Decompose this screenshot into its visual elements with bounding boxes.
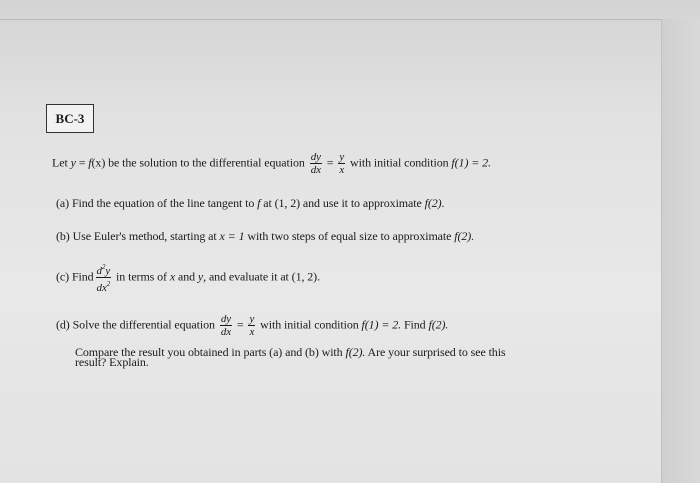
part-c-den-dx: dx <box>96 282 107 294</box>
problem-label <box>46 104 94 133</box>
intro-equals-2: = <box>323 155 337 170</box>
intro-dx: dx <box>310 164 321 176</box>
part-d-line-2-text-b: Are your surprised to see this <box>365 345 506 359</box>
intro-initial-condition: f(1) = 2. <box>451 155 491 170</box>
part-a-f2: f(2). <box>424 196 445 210</box>
part-d <box>56 313 448 338</box>
page-top-edge <box>0 19 662 20</box>
part-d-line-2-f2: f(2). <box>345 345 366 359</box>
part-a-label: (a) <box>56 196 70 210</box>
intro-post-text: with initial condition <box>347 155 452 170</box>
intro-x-arg: (x) <box>91 155 106 170</box>
part-d-derivative-fraction <box>220 313 232 338</box>
intro-rhs-x: x <box>339 164 345 176</box>
problem-label-text: BC-3 <box>55 110 85 126</box>
part-c-num-d: d <box>96 265 102 277</box>
part-d-label: (d) <box>56 317 70 332</box>
part-c-denominator <box>96 278 112 294</box>
part-c-numerator <box>96 261 112 278</box>
part-d-text-3: Find <box>401 317 429 332</box>
part-b-text-1: Use Euler's method, starting at <box>72 229 220 243</box>
part-c <box>56 261 320 294</box>
part-d-line-3 <box>75 355 149 369</box>
part-c-and: and <box>175 269 198 284</box>
intro-equals: = <box>75 155 89 170</box>
part-c-text-3: , and evaluate it at (1, 2). <box>203 269 320 284</box>
part-c-x: x <box>169 269 176 284</box>
intro-f: f <box>88 155 92 170</box>
part-d-line-2-text-a: Compare the result you obtained in parts (a) and (b) with <box>75 345 346 359</box>
part-d-initial-condition: f(1) = 2. <box>361 317 402 332</box>
intro-dy: dy <box>310 151 321 163</box>
part-a-f: f <box>257 196 261 210</box>
part-c-y: y <box>197 269 204 284</box>
part-b-condition: x = 1 <box>219 229 245 243</box>
page-shadow <box>662 19 700 483</box>
part-d-dx: dx <box>220 326 231 338</box>
part-d-text-1: Solve the differential equation <box>72 317 218 332</box>
part-d-rhs-x: x <box>249 326 255 338</box>
part-a-text-2: at (1, 2) and use it to approximate <box>260 196 425 210</box>
problem-intro <box>52 151 491 176</box>
part-c-den-exponent: 2 <box>106 280 111 288</box>
part-c-second-derivative-fraction <box>96 261 112 294</box>
part-b-f2: f(2). <box>454 229 475 243</box>
intro-rhs-y: y <box>339 151 345 163</box>
part-c-text-2: in terms of <box>113 269 170 284</box>
part-a-text-1: Find the equation of the line tangent to <box>71 196 258 210</box>
part-a <box>56 196 444 210</box>
intro-prefix: Let <box>52 155 71 170</box>
part-b-label: (b) <box>56 229 70 243</box>
part-b <box>56 229 474 243</box>
intro-middle-text: be the solution to the differential equation <box>105 155 308 170</box>
intro-derivative-fraction <box>310 151 322 176</box>
part-d-rhs-fraction <box>248 313 255 338</box>
intro-rhs-fraction <box>338 151 345 176</box>
part-d-text-2: with initial condition <box>257 317 362 332</box>
intro-y: y <box>70 155 76 170</box>
part-c-num-y: y <box>105 265 111 277</box>
part-c-label: (c) <box>56 269 70 284</box>
part-d-equals: = <box>234 317 247 332</box>
part-d-rhs-y: y <box>249 313 255 325</box>
part-d-dy: dy <box>220 313 231 325</box>
part-d-line-3-text: result? Explain. <box>75 355 149 369</box>
part-c-num-exponent: 2 <box>101 263 106 271</box>
part-d-f2: f(2). <box>428 317 449 332</box>
part-b-text-2: with two steps of equal size to approximate <box>244 229 455 243</box>
part-c-text-1: Find <box>71 269 94 284</box>
